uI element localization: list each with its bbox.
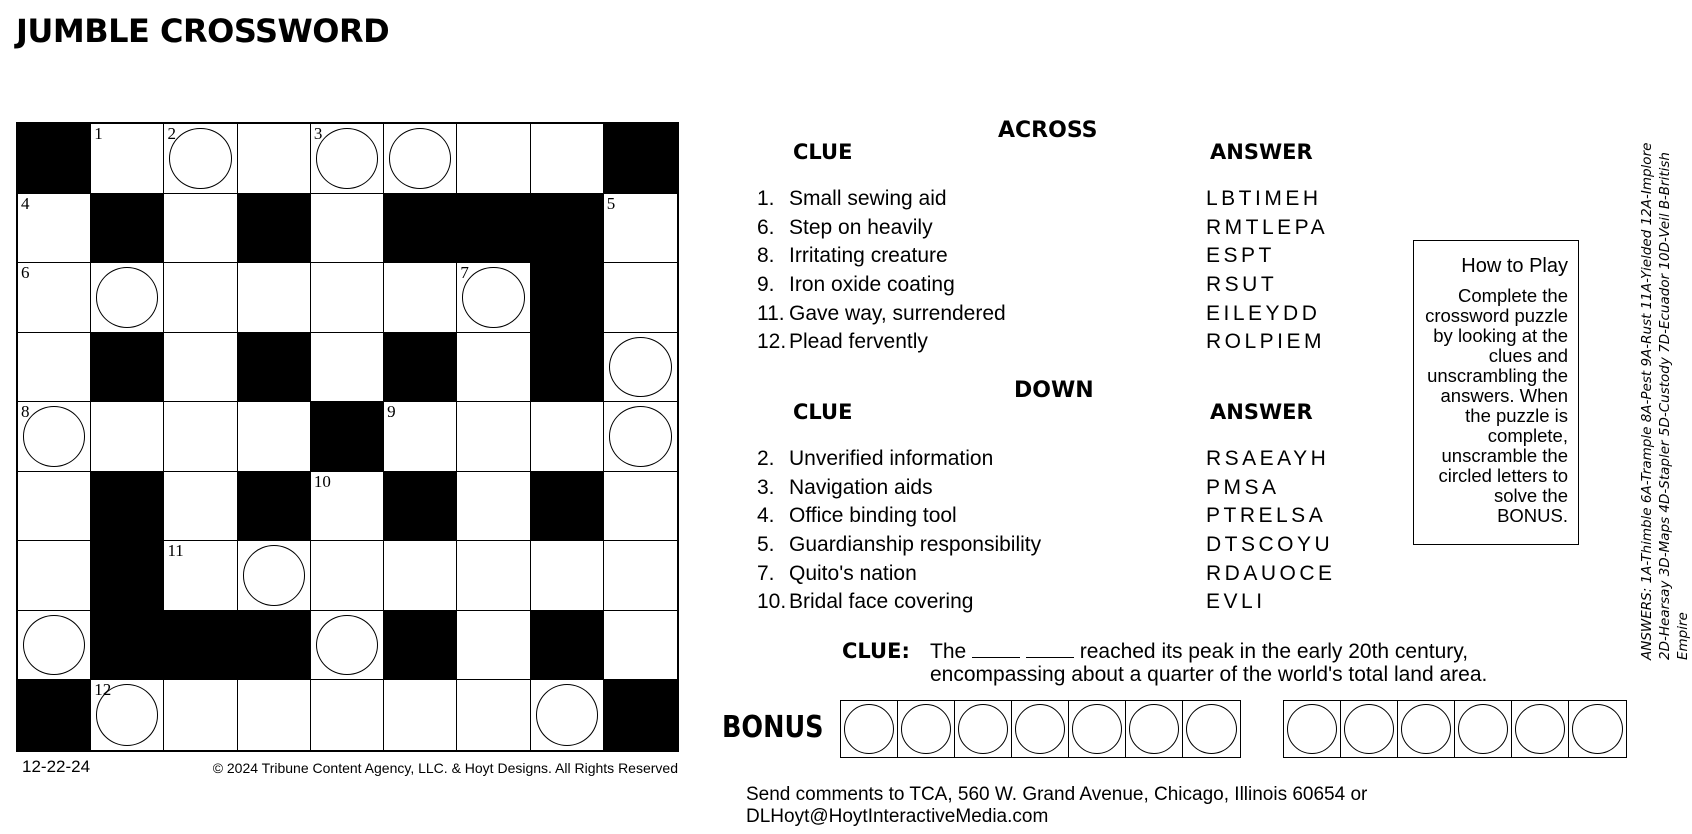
grid-cell[interactable] — [238, 124, 311, 194]
black-square — [531, 263, 604, 333]
down-scrambled-answer-1: PMSA — [1206, 475, 1280, 499]
bonus-circle — [1129, 704, 1179, 754]
circled-letter-marker — [609, 337, 672, 398]
grid-cell[interactable] — [18, 194, 91, 264]
down-answer-heading: ANSWER — [1210, 400, 1313, 424]
black-square — [91, 541, 164, 611]
grid-cell[interactable] — [531, 680, 604, 750]
down-scrambled-answer-0: RSAEAYH — [1206, 447, 1330, 470]
clue-number: 2 — [167, 124, 176, 143]
grid-cell[interactable] — [311, 333, 384, 403]
bonus-letter-box[interactable] — [1126, 701, 1183, 757]
bonus-letter-box[interactable] — [1512, 701, 1569, 757]
grid-cell[interactable] — [164, 333, 237, 403]
black-square — [164, 611, 237, 681]
bonus-letter-box[interactable] — [898, 701, 955, 757]
across-scrambled-answer-1: RMTLEPA — [1206, 215, 1329, 239]
bonus-clue-pre: The — [930, 640, 967, 663]
clue-text: Quito's nation — [789, 561, 917, 585]
bonus-letter-box[interactable] — [841, 701, 898, 757]
clue-number: 9 — [387, 402, 396, 422]
grid-cell[interactable] — [91, 680, 164, 750]
clue-number: 6 — [21, 263, 30, 283]
bonus-circle — [1401, 704, 1451, 754]
bonus-clue-label: CLUE: — [842, 639, 910, 663]
bonus-letter-box[interactable] — [1284, 701, 1341, 757]
across-answer-list — [1206, 185, 1328, 357]
circled-letter-marker — [243, 545, 305, 606]
grid-cell[interactable] — [604, 263, 677, 333]
clue-text: Iron oxide coating — [789, 273, 955, 297]
black-square — [457, 194, 530, 264]
bonus-circle — [1186, 704, 1237, 754]
bonus-letter-box[interactable] — [1341, 701, 1398, 757]
black-square — [238, 333, 311, 403]
clue-text: Plead fervently — [789, 330, 928, 354]
grid-cell[interactable] — [531, 402, 604, 472]
bonus-clue — [842, 640, 1487, 686]
grid-cell[interactable] — [238, 263, 311, 333]
down-clue-1 — [757, 474, 1041, 503]
grid-cell[interactable] — [457, 124, 530, 194]
clue-num: 3. — [757, 475, 775, 499]
bonus-circle — [1287, 704, 1337, 754]
across-clue-2 — [757, 242, 1006, 271]
black-square — [384, 194, 457, 264]
grid-cell[interactable] — [457, 611, 530, 681]
grid-cell[interactable] — [164, 541, 237, 611]
across-clue-3 — [757, 271, 1006, 300]
grid-cell[interactable] — [384, 402, 457, 472]
across-clue-list — [757, 185, 1006, 357]
black-square — [18, 680, 91, 750]
down-answer-list — [1206, 445, 1336, 617]
clue-num: 8. — [757, 244, 775, 268]
black-square — [531, 472, 604, 542]
grid-cell[interactable] — [164, 680, 237, 750]
bonus-letter-box[interactable] — [1569, 701, 1626, 757]
circled-letter-marker — [23, 615, 85, 676]
bonus-letter-box[interactable] — [1398, 701, 1455, 757]
across-scrambled-answer-2: ESPT — [1206, 244, 1275, 268]
circled-letter-marker — [96, 267, 158, 328]
black-square — [91, 611, 164, 681]
bonus-letter-box[interactable] — [1183, 701, 1240, 757]
grid-cell[interactable] — [164, 124, 237, 194]
clue-number: 5 — [606, 193, 616, 213]
puzzle-date: 12-22-24 — [22, 757, 91, 776]
grid-cell[interactable] — [164, 263, 237, 333]
clue-num: 9. — [757, 273, 775, 297]
down-scrambled-answer-3: DTSCOYU — [1206, 533, 1334, 557]
grid-cell[interactable] — [457, 402, 530, 472]
grid-cell[interactable] — [457, 263, 530, 333]
black-square — [604, 680, 677, 750]
clue-num: 7. — [757, 561, 775, 585]
circled-letter-marker — [536, 684, 598, 746]
clue-text: Irritating creature — [789, 244, 948, 268]
grid-cell[interactable] — [311, 472, 384, 542]
how-to-play-body: Complete the crossword puzzle by looking at the clues and unscrambling the answers. When the puzzle is complete, unscramble the circled letters to solve the BONUS. — [1425, 285, 1568, 526]
black-square — [531, 194, 604, 264]
bonus-letter-box[interactable] — [1455, 701, 1512, 757]
clue-text: Unverified information — [789, 447, 994, 470]
clue-text: Navigation aids — [789, 475, 933, 499]
clue-text: Guardianship responsibility — [789, 533, 1042, 557]
clue-number: 8 — [21, 402, 30, 422]
black-square — [311, 402, 384, 472]
clue-num: 12. — [757, 330, 787, 354]
bonus-circle — [901, 704, 951, 754]
bonus-circle — [1072, 704, 1122, 754]
across-clue-1 — [757, 214, 1006, 243]
clue-num: 2. — [757, 447, 775, 470]
grid-cell[interactable] — [457, 680, 530, 750]
bonus-circle — [958, 704, 1008, 754]
grid-cell[interactable] — [311, 263, 384, 333]
bonus-letter-box[interactable] — [955, 701, 1012, 757]
across-clue-4 — [757, 300, 1006, 329]
clue-num: 1. — [757, 187, 775, 210]
grid-cell[interactable] — [18, 402, 91, 472]
clue-number: 10 — [313, 471, 331, 491]
clue-number: 1 — [94, 124, 103, 143]
crossword-grid — [16, 122, 679, 752]
clue-number: 11 — [167, 541, 184, 561]
clue-text: Bridal face covering — [789, 590, 974, 614]
black-square — [238, 194, 311, 264]
page-title: JUMBLE CROSSWORD — [16, 12, 390, 50]
down-clue-0 — [757, 445, 1041, 474]
grid-cell[interactable] — [604, 611, 677, 681]
bonus-circle — [844, 704, 894, 754]
circled-letter-marker — [23, 406, 85, 467]
grid-cell[interactable] — [457, 541, 530, 611]
grid-cell[interactable] — [91, 124, 164, 194]
across-scrambled-answer-5: ROLPIEM — [1206, 330, 1326, 354]
grid-cell[interactable] — [164, 194, 237, 264]
down-scrambled-answer-2: PTRELSA — [1206, 504, 1327, 528]
black-square — [384, 472, 457, 542]
grid-cell[interactable] — [604, 194, 677, 264]
grid-cell[interactable] — [311, 541, 384, 611]
down-clue-3 — [757, 531, 1041, 560]
across-scrambled-answer-3: RSUT — [1206, 273, 1278, 297]
black-square — [384, 611, 457, 681]
black-square — [384, 333, 457, 403]
circled-letter-marker — [462, 267, 524, 328]
answer-blank — [1026, 641, 1074, 658]
circled-letter-marker — [609, 406, 672, 467]
black-square — [531, 333, 604, 403]
bonus-circle — [1515, 704, 1565, 754]
how-to-play-title: How to Play — [1461, 255, 1568, 277]
black-square — [18, 124, 91, 194]
grid-cell[interactable] — [604, 541, 677, 611]
clue-number: 7 — [460, 263, 469, 283]
grid-cell[interactable] — [311, 680, 384, 750]
clue-num: 11. — [757, 301, 785, 325]
how-to-play-box — [1413, 240, 1579, 545]
clue-text: Step on heavily — [789, 215, 933, 239]
circled-letter-marker — [316, 615, 378, 676]
across-heading: ACROSS — [998, 118, 1098, 143]
clue-num: 5. — [757, 533, 775, 557]
grid-cell[interactable] — [604, 333, 677, 403]
black-square — [604, 124, 677, 194]
down-clue-2 — [757, 502, 1041, 531]
down-clue-heading: CLUE — [793, 400, 853, 424]
grid-cell[interactable] — [531, 124, 604, 194]
grid-cell[interactable] — [457, 472, 530, 542]
grid-cell[interactable] — [18, 611, 91, 681]
clue-text: Office binding tool — [789, 504, 957, 528]
grid-cell[interactable] — [238, 680, 311, 750]
clue-number: 4 — [21, 193, 30, 213]
grid-cell[interactable] — [91, 402, 164, 472]
answer-blank — [972, 641, 1020, 658]
down-clue-4 — [757, 560, 1041, 589]
down-heading: DOWN — [1014, 378, 1094, 403]
grid-cell[interactable] — [311, 124, 384, 194]
grid-cell[interactable] — [18, 263, 91, 333]
black-square — [91, 333, 164, 403]
down-scrambled-answer-5: EVLI — [1206, 590, 1266, 614]
circled-letter-marker — [316, 128, 378, 189]
grid-cell[interactable] — [18, 541, 91, 611]
circled-letter-marker — [169, 128, 231, 189]
answer-key-line1: ANSWERS: 1A-Thimble 6A-Trample 8A-Pest 9A-Rust 11A-Yielded 12A-Implore — [1639, 142, 1655, 660]
grid-cell[interactable] — [164, 472, 237, 542]
down-clue-list — [757, 445, 1041, 617]
black-square — [531, 611, 604, 681]
bonus-letter-box[interactable] — [1069, 701, 1126, 757]
clue-num: 4. — [757, 504, 775, 528]
grid-cell[interactable] — [384, 124, 457, 194]
bonus-word-1 — [840, 700, 1241, 758]
bonus-label: BONUS — [722, 710, 824, 745]
bonus-circle — [1458, 704, 1508, 754]
clue-num: 10. — [757, 590, 787, 614]
grid-cell[interactable] — [311, 194, 384, 264]
bonus-circle — [1572, 704, 1623, 754]
across-clue-heading: CLUE — [793, 140, 853, 164]
across-answer-heading: ANSWER — [1210, 140, 1313, 164]
down-scrambled-answer-4: RDAUOCE — [1206, 561, 1336, 585]
grid-cell[interactable] — [238, 402, 311, 472]
grid-cell[interactable] — [91, 263, 164, 333]
clue-number: 3 — [313, 124, 323, 143]
clue-text: Small sewing aid — [789, 187, 947, 210]
down-clue-5 — [757, 588, 1041, 617]
bonus-circle — [1015, 704, 1065, 754]
across-scrambled-answer-0: LBTIMEH — [1206, 187, 1322, 210]
footer-contact: Send comments to TCA, 560 W. Grand Avenue, Chicago, Illinois 60654 or DLHoyt@HoytInteractiveMedia.com — [746, 784, 1368, 827]
grid-cell[interactable] — [384, 541, 457, 611]
black-square — [91, 194, 164, 264]
across-scrambled-answer-4: EILEYDD — [1206, 301, 1321, 325]
circled-letter-marker — [389, 128, 451, 189]
answer-key-line2: 2D-Hearsay 3D-Maps 4D-Stapler 5D-Custody 7D-Ecuador 10D-Veil B-British Empire — [1657, 152, 1691, 660]
grid-cell[interactable] — [18, 333, 91, 403]
grid-cell[interactable] — [531, 541, 604, 611]
grid-cell[interactable] — [164, 402, 237, 472]
across-clue-5 — [757, 328, 1006, 357]
grid-cell[interactable] — [604, 402, 677, 472]
black-square — [238, 472, 311, 542]
bonus-clue-post: reached its peak in the early 20th century, — [1079, 640, 1469, 663]
bonus-letter-box[interactable] — [1012, 701, 1069, 757]
copyright-text: © 2024 Tribune Content Agency, LLC. & Hoyt Designs. All Rights Reserved — [212, 760, 678, 776]
black-square — [91, 472, 164, 542]
grid-cell[interactable] — [457, 333, 530, 403]
black-square — [238, 611, 311, 681]
grid-cell[interactable] — [384, 263, 457, 333]
grid-cell[interactable] — [311, 611, 384, 681]
clue-num: 6. — [757, 215, 775, 239]
bonus-clue-line2: encompassing about a quarter of the world's total land area. — [930, 663, 1488, 686]
grid-cell[interactable] — [384, 680, 457, 750]
clue-number: 12 — [94, 680, 112, 700]
bonus-circle — [1344, 704, 1394, 754]
grid-cell[interactable] — [238, 541, 311, 611]
grid-cell[interactable] — [18, 472, 91, 542]
bonus-word-2 — [1283, 700, 1627, 758]
grid-cell[interactable] — [604, 472, 677, 542]
answer-key — [1638, 120, 1692, 660]
clue-text: Gave way, surrendered — [789, 301, 1006, 325]
across-clue-0 — [757, 185, 1006, 214]
